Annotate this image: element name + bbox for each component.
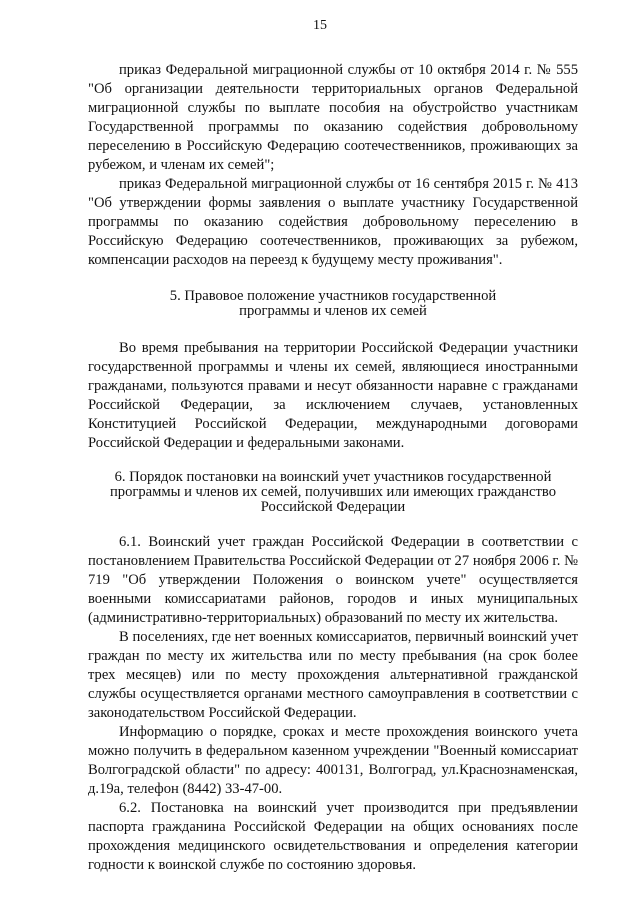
section-6-paragraph-2: В поселениях, где нет военных комиссариатов, первичный воинский учет граждан по месту их жительства или по месту пребывания (на срок более трех месяцев) или по месту прохождения альтернативной гражданской службы осуществляется органами местного самоуправления в соответствии с законодательством Российской Федерации. [88,629,578,721]
section-6-paragraph-3: Информацию о порядке, сроках и месте прохождения воинского учета можно получить в федеральном казенном учреждении "Военный комиссариат Волгоградской области" по адресу: 400131, Волгоград, ул.Краснознаменская, д.19а, телефон (8442) 33-47-00. [88,724,578,797]
section-5-heading-line-1: 5. Правовое положение участников государственной [169,288,497,304]
section-5-paragraph: Во время пребывания на территории Российской Федерации участники государственной программы и члены их семей, являющиеся иностранными гражданами, пользуются правами и несут обязанности наравне с гражданами Российской Федерации, за исключением случаев, установленных Конституцией Российской Федерации, международными договорами Российской Федерации и федеральными законами. [88,340,578,451]
section-6-heading [88,470,578,515]
order-paragraph-2: приказ Федеральной миграционной службы от 16 сентября 2015 г. № 413 "Об утверждении формы заявления о выплате участнику Государственной программы по оказанию содействия добровольному переселению в Российскую Федерацию соотечественников, проживающих за рубежом, компенсации расходов на переезд к будущему месту проживания". [88,176,578,268]
section-6-paragraph-1: 6.1. Воинский учет граждан Российской Федерации в соответствии с постановлением Правительства Российской Федерации от 27 ноября 2006 г. № 719 "Об утверждении Положения о воинском учете" осуществляется военными комиссариатами районов, городов и иных муниципальных (административно-территориальных) образований по месту их жительства. [88,534,578,626]
section-6-heading-line-2: программы и членов их семей, получивших или имеющих гражданство [110,484,556,500]
section-5-heading-line-2: программы и членов их семей [239,303,427,319]
section-6-paragraph-4: 6.2. Постановка на воинский учет производится при предъявлении паспорта гражданина Российской Федерации на общих основаниях после прохождения медицинского освидетельствования и определения категории годности к воинской службе по состоянию здоровья. [88,800,578,873]
page-number: 15 [313,18,327,33]
document-body [88,61,578,875]
section-5-heading [88,289,578,319]
section-6-heading-line-1: 6. Порядок постановки на воинский учет участников государственной [114,469,552,485]
order-paragraph-1: приказ Федеральной миграционной службы от 10 октября 2014 г. № 555 "Об организации деятельности территориальных органов Федеральной миграционной службы по выплате пособия на обустройство участникам Государственной программы по оказанию содействия добровольному переселению в Российскую Федерацию соотечественников, проживающих за рубежом, и членам их семей"; [88,62,578,173]
section-6-heading-line-3: Российской Федерации [260,499,406,515]
